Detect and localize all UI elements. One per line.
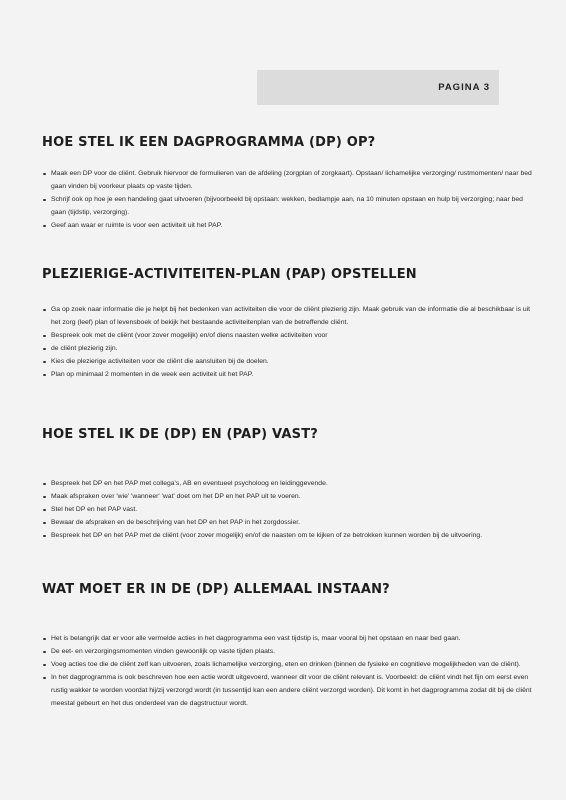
list-item: Geef aan waar er ruimte is voor een activiteit uit het PAP. xyxy=(42,219,532,232)
list-item: Bespreek ook met de cliënt (voor zover mogelijk) en/of diens naasten welke activiteiten voor xyxy=(42,329,532,342)
list-item: Schrijf ook op hoe je een handeling gaat uitvoeren (bijvoorbeeld bij opstaan: wekken, bedlampje aan, na 10 minuten opstaan en hulp bij verzorging; naar bed gaan (tijdstip, verzorging). xyxy=(42,193,532,219)
bullet-list xyxy=(42,632,532,710)
bullet-list xyxy=(42,303,532,381)
list-item: Ga op zoek naar informatie die je helpt bij het bedenken van activiteiten die voor de cliënt plezierig zijn. Maak gebruik van de informatie die al beschikbaar is uit het zorg (leef) plan of levensboek of bekijk het bestaande activiteitenplan van de betreffende cliënt. xyxy=(42,303,532,329)
bullet-list xyxy=(42,477,532,542)
section-title: HOE STEL IK EEN DAGPROGRAMMA (DP) OP? xyxy=(42,135,376,150)
list-item: Bespreek het DP en het PAP met collega's, AB en eventueel psycholoog en leidinggevende. xyxy=(42,477,532,490)
page-number-label: PAGINA 3 xyxy=(438,82,490,93)
list-item: In het dagprogramma is ook beschreven hoe een actie wordt uitgevoerd, wanneer dit voor de cliënt relevant is. Voorbeeld: de cliënt vindt het fijn om eerst even rustig wakker te worden voordat hij/zij verzorgd wordt (in tussentijd kan een andere cliënt verzorgd worden). Dit komt in het dagprogramma zodat dit bij de cliënt meestal gebeurt en het dus onderdeel van de dagstructuur wordt. xyxy=(42,671,532,710)
section-dagprogramma-opstellen xyxy=(42,135,532,229)
list-item: Maak afspraken over 'wie' 'wanneer' 'wat' doet om het DP en het PAP uit te voeren. xyxy=(42,490,532,503)
section-title: WAT MOET ER IN DE (DP) ALLEMAAL INSTAAN? xyxy=(42,582,390,597)
list-item: Plan op minimaal 2 momenten in de week een activiteit uit het PAP. xyxy=(42,368,532,381)
section-dp-pap-vaststellen xyxy=(42,427,532,539)
list-item: Het is belangrijk dat er voor alle vermelde acties in het dagprogramma een vast tijdstip is, maar vooral bij het opstaan en naar bed gaan. xyxy=(42,632,532,645)
bullet-list xyxy=(42,167,532,232)
list-item: Stel het DP en het PAP vast. xyxy=(42,503,532,516)
section-pap-opstellen xyxy=(42,267,532,378)
section-inhoud-dagprogramma xyxy=(42,582,532,707)
list-item: Maak een DP voor de cliënt. Gebruik hiervoor de formulieren van de afdeling (zorgplan of zorgkaart). Opstaan/ lichamelijke verzorging/ rustmomenten/ naar bed gaan vinden bij voorkeur plaats op vaste tijden. xyxy=(42,167,532,193)
page-number-badge xyxy=(257,70,499,105)
list-item: De eet- en verzorgingsmomenten vinden gewoonlijk op vaste tijden plaats. xyxy=(42,645,532,658)
list-item: Voeg acties toe die de cliënt zelf kan uitvoeren, zoals lichamelijke verzorging, eten en drinken (binnen de fysieke en cognitieve mogelijkheden van de cliënt). xyxy=(42,658,532,671)
list-item: Bespreek het DP en het PAP met de cliënt (voor zover mogelijk) en/of de naasten om te kijken of ze betrokken kunnen worden bij de uitvoering. xyxy=(42,529,532,542)
list-item: de cliënt plezierig zijn. xyxy=(42,342,532,355)
section-title: PLEZIERIGE-ACTIVITEITEN-PLAN (PAP) OPSTELLEN xyxy=(42,267,417,282)
section-title: HOE STEL IK DE (DP) EN (PAP) VAST? xyxy=(42,427,319,442)
list-item: Kies die plezierige activiteiten voor de cliënt die aansluiten bij de doelen. xyxy=(42,355,532,368)
list-item: Bewaar de afspraken en de beschrijving van het DP en het PAP in het zorgdossier. xyxy=(42,516,532,529)
